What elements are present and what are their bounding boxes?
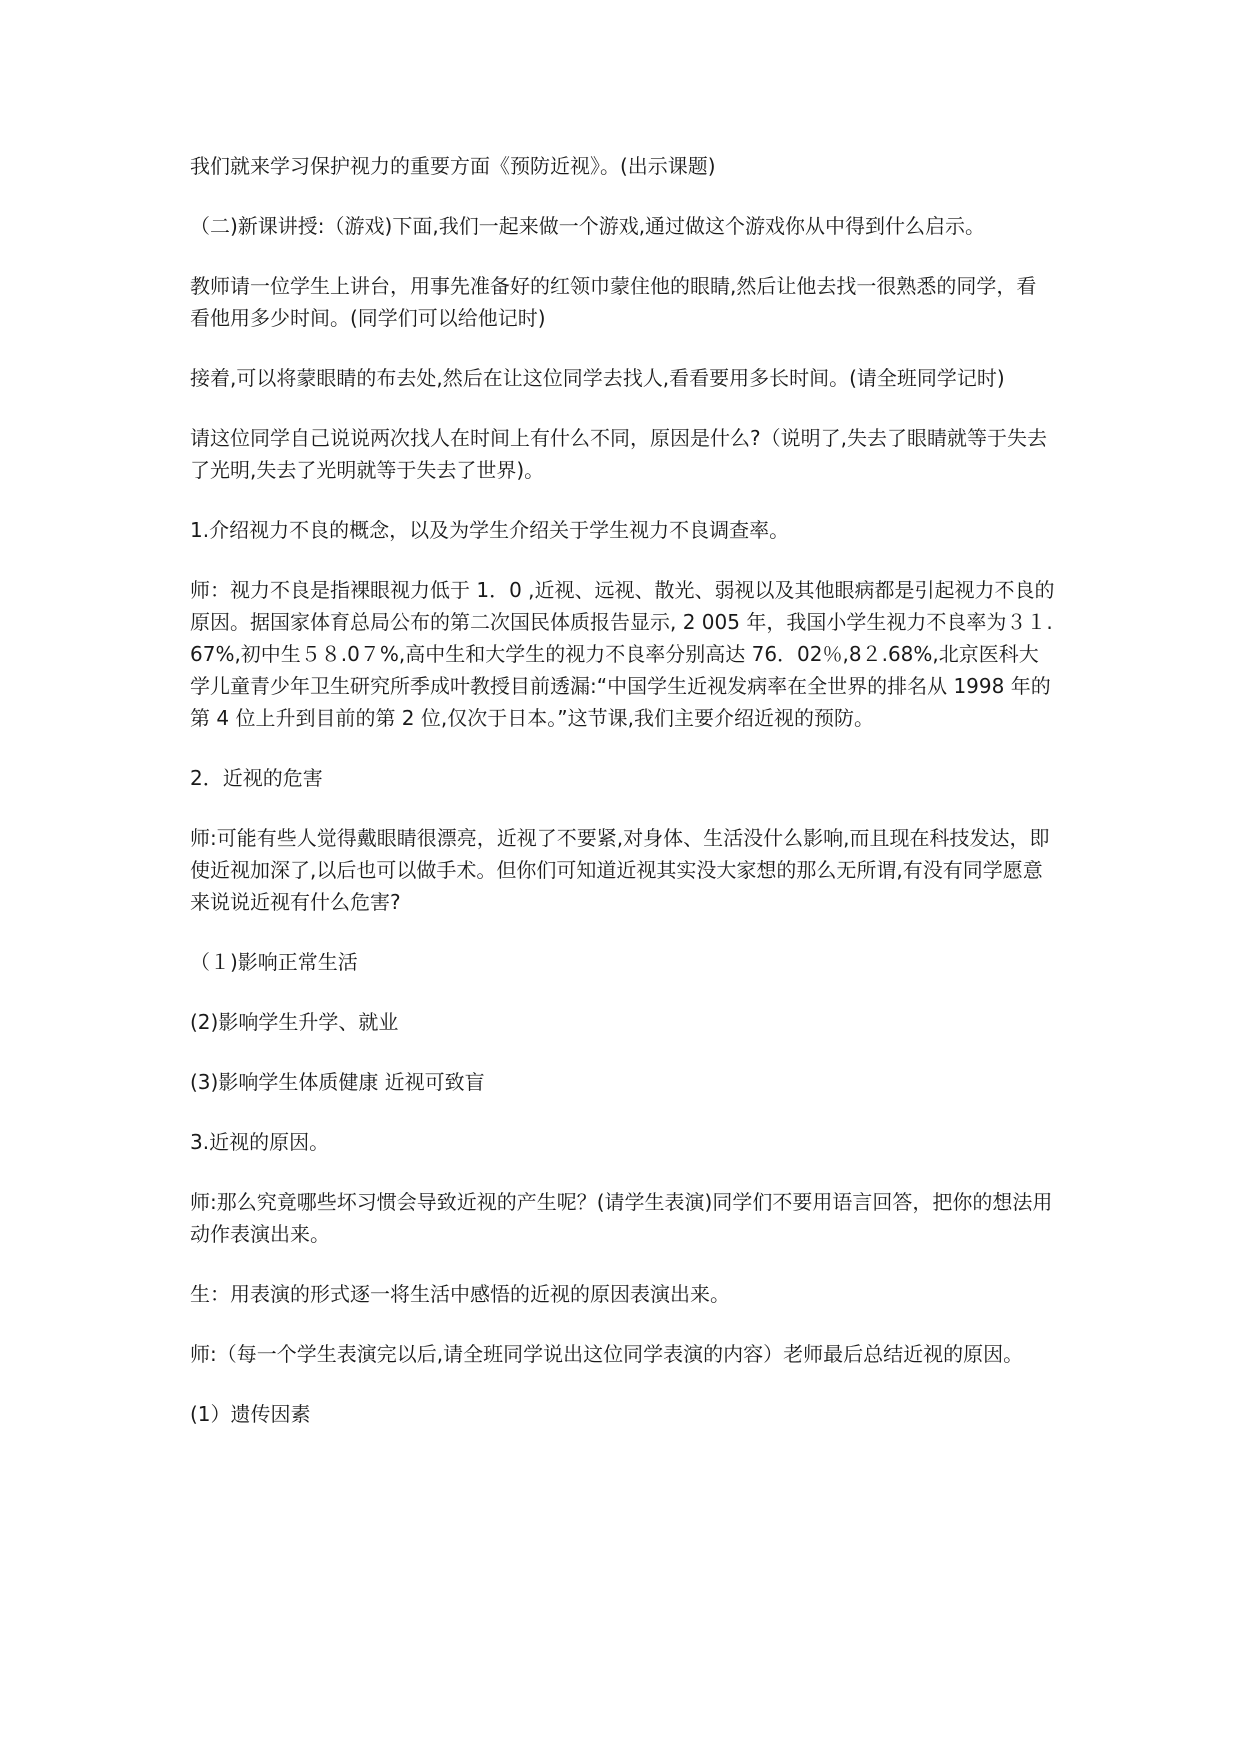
document-body [190, 150, 1055, 1458]
list-item-harm-2: (2)影响学生升学、就业 [190, 1010, 399, 1034]
paragraph-game-step-2: 接着,可以将蒙眼睛的布去处,然后在让这位同学去找人,看看要用多长时间。(请全班同学记时) [190, 366, 1005, 390]
paragraph-poor-vision-stats: 师：视力不良是指裸眼视力低于 1．0 ,近视、远视、散光、弱视以及其他眼病都是引起视力不良的原因。据国家体育总局公布的第二次国民体质报告显示, 2 005 年，我国小学生视力不良率为３１.67%,初中生５８.0７%,高中生和大学生的视力不良率分别高达 76．02％,8２.68%,北京医科大学儿童青少年卫生研究所季成叶教授目前透漏:“中国学生近视发病率在全世界的排名从 1998 年的第 4 位上升到目前的第 2 位,仅次于日本。”这节课,我们主要介绍近视的预防。 [190, 578, 1055, 730]
list-item-harm-1: （１)影响正常生活 [190, 950, 358, 974]
paragraph-myopia-harm: 师:可能有些人觉得戴眼睛很漂亮，近视了不要紧,对身体、生活没什么影响,而且现在科技发达，即使近视加深了,以后也可以做手术。但你们可知道近视其实没大家想的那么无所谓,有没有同学愿意来说说近视有什么危害? [190, 826, 1050, 914]
paragraph-game-step-1: 教师请一位学生上讲台，用事先准备好的红领巾蒙住他的眼睛,然后让他去找一很熟悉的同学，看看他用多少时间。(同学们可以给他记时) [190, 274, 1037, 330]
paragraph-intro: 我们就来学习保护视力的重要方面《预防近视》。(出示课题) [190, 154, 716, 178]
paragraph-student-performance: 生：用表演的形式逐一将生活中感悟的近视的原因表演出来。 [190, 1282, 730, 1306]
list-item-cause-1: (1）遗传因素 [190, 1402, 311, 1426]
heading-myopia-harm: 2．近视的危害 [190, 766, 323, 790]
paragraph-new-lesson: （二)新课讲授:（游戏)下面,我们一起来做一个游戏,通过做这个游戏你从中得到什么启示。 [190, 214, 986, 238]
heading-poor-vision-concept: 1.介绍视力不良的概念，以及为学生介绍关于学生视力不良调查率。 [190, 518, 790, 542]
paragraph-teacher-summary: 师:（每一个学生表演完以后,请全班同学说出这位同学表演的内容）老师最后总结近视的原因。 [190, 1342, 1024, 1366]
heading-myopia-causes: 3.近视的原因。 [190, 1130, 330, 1154]
paragraph-causes-question: 师:那么究竟哪些坏习惯会导致近视的产生呢？(请学生表演)同学们不要用语言回答，把你的想法用动作表演出来。 [190, 1190, 1053, 1246]
list-item-harm-3: (3)影响学生体质健康 近视可致盲 [190, 1070, 485, 1094]
paragraph-game-discussion: 请这位同学自己说说两次找人在时间上有什么不同，原因是什么?（说明了,失去了眼睛就等于失去了光明,失去了光明就等于失去了世界)。 [190, 426, 1047, 482]
